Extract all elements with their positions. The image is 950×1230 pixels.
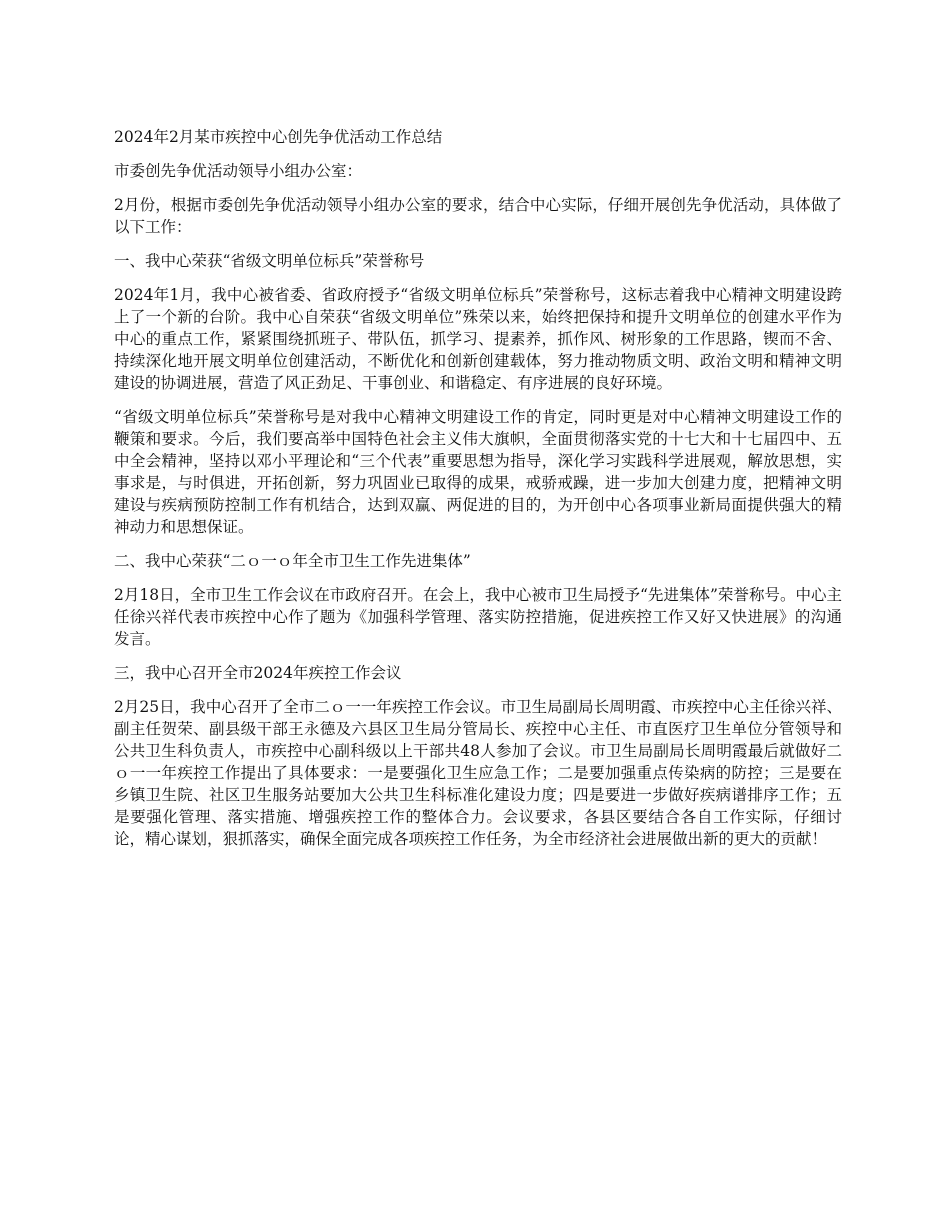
document-page — [114, 126, 842, 862]
section-2-paragraph-1: 2月18日，全市卫生工作会议在市政府召开。在会上，我中心被市卫生局授予“先进集体”荣誉称号。中心主任徐兴祥代表市疾控中心作了题为《加强科学管理、落实防控措施，促进疾控工作又好又快进展》的沟通发言。 — [114, 586, 842, 648]
document-title: 2024年2月某市疾控中心创先争优活动工作总结 — [114, 128, 443, 146]
section-1-paragraph-2: “省级文明单位标兵”荣誉称号是对我中心精神文明建设工作的肯定，同时更是对中心精神文明建设工作的鞭策和要求。今后，我们要高举中国特色社会主义伟大旗帜，全面贯彻落实党的十七大和十七届四中、五中全会精神，坚持以邓小平理论和“三个代表”重要思想为指导，深化学习实践科学进展观，解放思想，实事求是，与时俱进，开拓创新，努力巩固业已取得的成果，戒骄戒躁，进一步加大创建力度，把精神文明建设与疾病预防控制工作有机结合，达到双赢、两促进的目的，为开创中心各项事业新局面提供强大的精神动力和思想保证。 — [114, 408, 842, 536]
section-3-paragraph-1: 2月25日，我中心召开了全市二ｏ一一年疾控工作会议。市卫生局副局长周明霞、市疾控中心主任徐兴祥、副主任贺荣、副县级干部王永德及六县区卫生局分管局长、疾控中心主任、市直医疗卫生单位分管领导和公共卫生科负责人，市疾控中心副科级以上干部共48人参加了会议。市卫生局副局长周明霞最后就做好二ｏ一一年疾控工作提出了具体要求：一是要强化卫生应急工作；二是要加强重点传染病的防控；三是要在乡镇卫生院、社区卫生服务站要加大公共卫生科标准化建设力度；四是要进一步做好疾病谱排序工作；五是要强化管理、落实措施、增强疾控工作的整体合力。会议要求，各县区要结合各自工作实际，仔细讨论，精心谋划，狠抓落实，确保全面完成各项疾控工作任务，为全市经济社会进展做出新的更大的贡献！ — [114, 698, 842, 848]
section-2-heading: 二、我中心荣获“二ｏ一ｏ年全市卫生工作先进集体” — [114, 552, 471, 570]
section-1-heading: 一、我中心荣获“省级文明单位标兵”荣誉称号 — [114, 252, 425, 270]
salutation: 市委创先争优活动领导小组办公室： — [114, 162, 363, 180]
intro-paragraph: 2月份，根据市委创先争优活动领导小组办公室的要求，结合中心实际，仔细开展创先争优活动，具体做了以下工作： — [114, 196, 842, 236]
section-3-heading: 三，我中心召开全市2024年疾控工作会议 — [114, 664, 402, 682]
section-1-paragraph-1: 2024年1月，我中心被省委、省政府授予“省级文明单位标兵”荣誉称号，这标志着我中心精神文明建设跨上了一个新的台阶。我中心自荣获“省级文明单位”殊荣以来，始终把保持和提升文明单位的创建水平作为中心的重点工作，紧紧围绕抓班子、带队伍，抓学习、提素养，抓作风、树形象的工作思路，锲而不舍、持续深化地开展文明单位创建活动，不断优化和创新创建载体，努力推动物质文明、政治文明和精神文明建设的协调进展，营造了风正劲足、干事创业、和谐稳定、有序进展的良好环境。 — [114, 286, 842, 392]
